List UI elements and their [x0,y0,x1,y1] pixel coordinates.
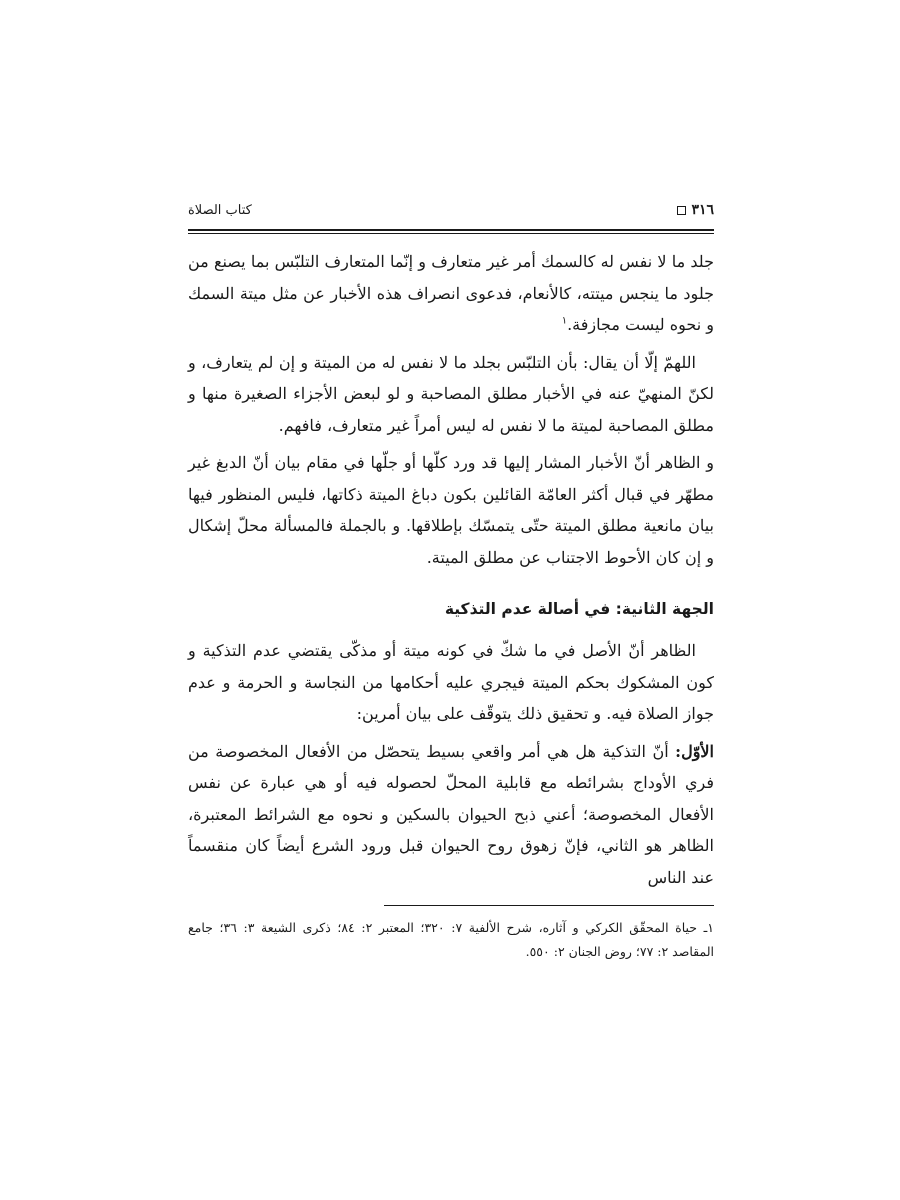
header-rule [188,229,714,234]
footnote-reference: ١ [561,315,568,327]
footnote-1: ١ـ حياة المحقّق الكركي و آثاره، شرح الألفية ٧: ٣٢٠؛ المعتبر ٢: ٨٤؛ ذكرى الشيعة ٣: ٣٦؛ جامع المقاصد ٢: ٧٧؛ روض الجنان ٢: ٥٥٠. [188,920,715,959]
paragraph-5-text: أنّ التذكية هل هي أمر واقعي بسيط يتحصّل من الأفعال المخصوصة من فري الأوداج بشرائطه مع قابلية المحلّ لحصوله فيه أو هي عبارة عن نفس الأفعال المخصوصة؛ أعني ذبح الحيوان بالسكين و نحوه مع الشرائط المعتبرة، الظاهر هو الثاني، فإنّ زهوق روح الحيوان قبل ورود الشرع أيضاً كان منقسماً عند الناس [188,741,714,887]
paragraph-1 [188,246,714,341]
square-icon [677,206,686,215]
book-page [188,196,714,964]
paragraph-1-text: جلد ما لا نفس له كالسمك أمر غير متعارف و إنّما المتعارف التلبّس بما يصنع من جلود ما ينجس ميتته، كالأنعام، فدعوى انصراف هذه الأخبار عن مثل ميتة السمك و نحوه ليست مجازفة. [188,252,714,334]
paragraph-5-lead: الأوّل: [675,741,714,761]
page-number: ٣١٦ [691,202,714,218]
page-number-group [677,202,714,218]
body-text [188,246,714,893]
paragraph-2: اللهمّ إلّا أن يقال: بأن التلبّس بجلد ما لا نفس له من الميتة و إن لم يتعارف، و لكنّ المنهيّ عنه في الأخبار مطلق المصاحبة و لو لبعض الأجزاء الصغيرة منها و مطلق المصاحبة لميتة ما لا نفس له ليس أمراً غير متعارف، فافهم. [188,352,714,435]
book-title: كتاب الصلاة [188,202,252,218]
footnotes [188,916,714,964]
paragraph-4: الظاهر أنّ الأصل في ما شكّ في كونه ميتة أو مذكّى يقتضي عدم التذكية و كون المشكوك بحكم الميتة فيجري عليه أحكامها من النجاسة و الحرمة و عدم جواز الصلاة فيه. و تحقيق ذلك يتوقّف على بيان أمرين: [188,641,714,723]
section-heading: الجهة الثانية: في أصالة عدم التذكية [444,600,714,618]
running-header [188,196,714,224]
paragraph-3: و الظاهر أنّ الأخبار المشار إليها قد ورد كلّها أو جلّها في مقام بيان أنّ الدبغ غير مطهّر في قبال أكثر العامّة القائلين بكون دباغ الميتة ذكاتها، فليس المنظور فيها بيان مانعية مطلق الميتة حتّى يتمسّك بإطلاقها. و بالجملة فالمسألة محلّ إشكال و إن كان الأحوط الاجتناب عن مطلق الميتة. [188,453,714,567]
paragraph-5 [188,736,714,894]
footnote-rule [384,905,714,906]
